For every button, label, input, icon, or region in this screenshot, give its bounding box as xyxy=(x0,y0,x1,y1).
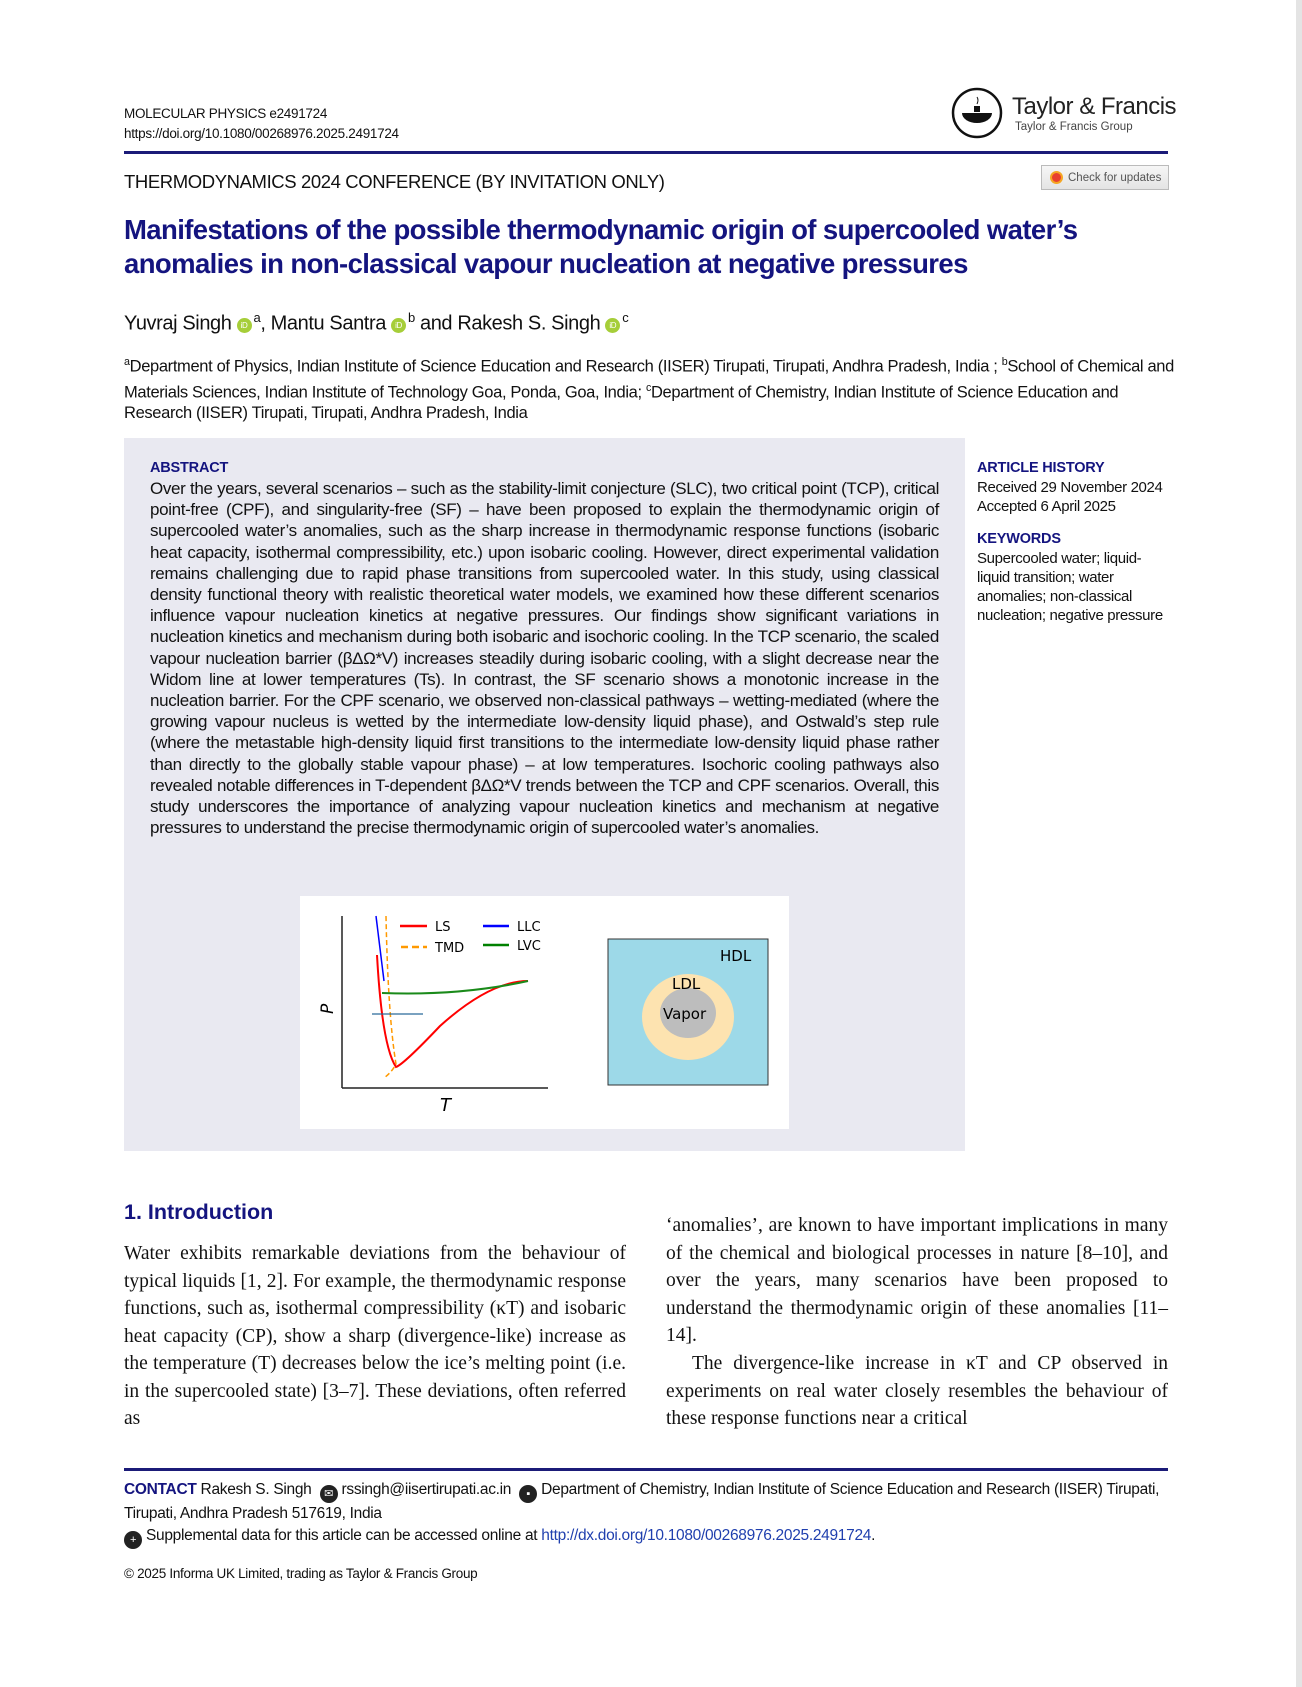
article-sidebar xyxy=(977,459,1177,625)
journal-name: MOLECULAR PHYSICS e2491724 xyxy=(124,106,328,121)
legend-ls: LS xyxy=(435,920,451,935)
affiliations xyxy=(124,352,1174,424)
affiliation: Department of Chemistry, Indian Institute of Science Education and Research (IISER) Tirupati, Tirupati, Andhra Pradesh, India xyxy=(124,383,1119,422)
graphical-abstract xyxy=(300,896,789,1129)
check-for-updates-button[interactable] xyxy=(1041,165,1169,190)
x-label: T xyxy=(440,1095,451,1116)
footer-rule xyxy=(124,1468,1168,1471)
author-name: Yuvraj Singh xyxy=(124,312,232,335)
y-label: P xyxy=(318,1003,338,1014)
bookmark-icon xyxy=(1050,171,1063,184)
publisher-name: Taylor & Francis xyxy=(1012,93,1177,120)
copyright: © 2025 Informa UK Limited, trading as Taylor & Francis Group xyxy=(124,1566,478,1581)
keywords-heading: KEYWORDS xyxy=(977,531,1061,547)
author-sup: a xyxy=(253,310,261,325)
address-icon: ▪ xyxy=(519,1485,537,1503)
lvc-curve xyxy=(382,981,528,994)
aff-sup: a xyxy=(124,356,130,368)
contact-address: Department of Chemistry, Indian Institute of Science Education and Research (IISER) Tirupati, Tirupati, Andhra Pradesh 517619, India xyxy=(124,1481,1160,1522)
intro-right-paragraph-1: ‘anomalies’, are known to have important implications in many of the chemical and biological processes in nature [8–10], and over the years, many scenarios have been proposed to understand the thermodynamic origin of these anomalies [11–14]. xyxy=(666,1215,1168,1346)
keywords-list: Supercooled water; liquid-liquid transition; water anomalies; non-classical nucleation; negative pressure xyxy=(977,550,1163,624)
author-list: Yuvraj Singh $iD^a$, Mantu Santra $iD^b$ and Rakesh S. Singh $iD^c$ xyxy=(124,310,629,335)
contact-info xyxy=(124,1479,1174,1524)
orcid-icon[interactable]: iD xyxy=(391,318,406,333)
document-icon: + xyxy=(124,1531,142,1549)
email-icon: ✉ xyxy=(320,1485,338,1503)
article-history-heading: ARTICLE HISTORY xyxy=(977,460,1105,476)
publisher-logo xyxy=(950,86,1176,140)
abstract-heading: ABSTRACT xyxy=(150,460,229,476)
author-and: and xyxy=(419,312,453,335)
header-rule xyxy=(124,151,1168,154)
ls-curve xyxy=(377,955,528,1067)
legend-tmd: TMD xyxy=(435,941,465,956)
page-edge xyxy=(1296,0,1302,1687)
check-updates-label: Check for updates xyxy=(1068,171,1162,184)
contact-label: CONTACT xyxy=(124,1481,197,1498)
affiliation: Department of Physics, Indian Institute of Science Education and Research (IISER) Tirupati, Tirupati, Andhra Pradesh, India ; xyxy=(129,357,1002,376)
author-name: Mantu Santra xyxy=(270,312,386,335)
supplemental-note: + Supplemental data for this article can be accessed online at http://dx.doi.org/10.1080/00268976.2025.2491724. xyxy=(124,1527,875,1549)
author-name: Rakesh S. Singh xyxy=(457,312,601,335)
contact-email[interactable]: rssingh@iisertirupati.ac.in xyxy=(341,1481,512,1498)
accepted-date: Accepted 6 April 2025 xyxy=(977,498,1116,515)
aff-sup: c xyxy=(645,381,651,394)
intro-right-paragraph-2: The divergence-like increase in κT and CP observed in experiments on real water closely resembles the behaviour of these response functions near a critical xyxy=(666,1353,1168,1429)
legend-lvc: LVC xyxy=(517,939,541,954)
aff-sup: b xyxy=(1001,356,1008,368)
legend-llc: LLC xyxy=(517,920,541,935)
journal-header xyxy=(124,104,399,144)
author-sup: b xyxy=(407,310,415,325)
vapor-label: Vapor xyxy=(663,1005,707,1023)
supplemental-text: Supplemental data for this article can be accessed online at xyxy=(146,1527,542,1544)
author-sup: c xyxy=(622,310,629,325)
doi-link[interactable]: https://doi.org/10.1080/00268976.2025.2491724 xyxy=(124,126,399,141)
publisher-group: Taylor & Francis Group xyxy=(1015,121,1133,133)
article-title: Manifestations of the possible thermodynamic origin of supercooled water’s anomalies in non-classical vapour nucleation at negative pressures xyxy=(124,214,1078,279)
contact-name: Rakesh S. Singh xyxy=(200,1481,312,1498)
section-heading-introduction: 1. Introduction xyxy=(124,1200,274,1224)
supplemental-link[interactable]: http://dx.doi.org/10.1080/00268976.2025.2491724 xyxy=(541,1527,872,1544)
ldl-label: LDL xyxy=(672,975,701,993)
phase-diagram-figure xyxy=(300,896,789,1129)
hdl-label: HDL xyxy=(720,947,752,965)
orcid-icon[interactable]: iD xyxy=(237,318,252,333)
intro-left-column: Water exhibits remarkable deviations from the behaviour of typical liquids [1, 2]. For example, the thermodynamic response functions, such as, isothermal compressibility (κT) and isobaric heat capacity (CP), show a sharp (divergence-like) increase as the temperature (T) decreases below the ice’s melting point (i.e. in the supercooled state) [3–7]. These deviations, often referred as xyxy=(124,1243,626,1429)
lamp-icon xyxy=(950,86,1004,140)
affiliation: School of Chemical and Materials Sciences, Indian Institute of Technology Goa, Ponda, Goa, India; xyxy=(124,357,1174,401)
abstract-text: Over the years, several scenarios – such as the stability-limit conjecture (SLC), two critical point (TCP), critical point-free (CPF), and singularity-free (SF) – have been proposed to explain the thermodynamic origin of supercooled water’s anomalies, such as the sharp increase in thermodynamic response functions (isobaric heat capacity, isothermal compressibility, etc.) upon isobaric cooling. However, direct experimental validation remains challenging due to rapid phase transitions from supercooled water. In this study, using classical density functional theory with realistic theoretical water models, we examined how these different scenarios influence vapour nucleation kinetics at negative pressures. Our findings show significant variations in nucleation kinetics and mechanism during both isobaric and isochoric cooling. In the TCP scenario, the scaled vapour nucleation barrier (βΔΩ*V) increases steadily during isobaric cooling, with a slight decrease near the Widom line at lower temperatures (Ts). In contrast, the SF scenario shows a monotonic increase in the nucleation barrier. For the CPF scenario, we observed non-classical pathways – wetting-mediated (where the growing vapour nucleus is wetted by the intermediate low-density liquid phase), and Ostwald’s step rule (where the metastable high-density liquid first transitions to the intermediate low-density liquid phase rather than directly to the globally stable vapour phase) – at low temperatures. Isochoric cooling pathways also revealed notable differences in T-dependent βΔΩ*V trends between the TCP and CPF scenarios. Overall, this study underscores the importance of analyzing vapour nucleation kinetics and mechanism at negative pressures to understand the precise thermodynamic origin of supercooled water’s anomalies. xyxy=(150,479,939,838)
orcid-icon[interactable]: iD xyxy=(605,318,620,333)
received-date: Received 29 November 2024 xyxy=(977,479,1163,496)
section-label: THERMODYNAMICS 2024 CONFERENCE (BY INVITATION ONLY) xyxy=(124,171,665,192)
